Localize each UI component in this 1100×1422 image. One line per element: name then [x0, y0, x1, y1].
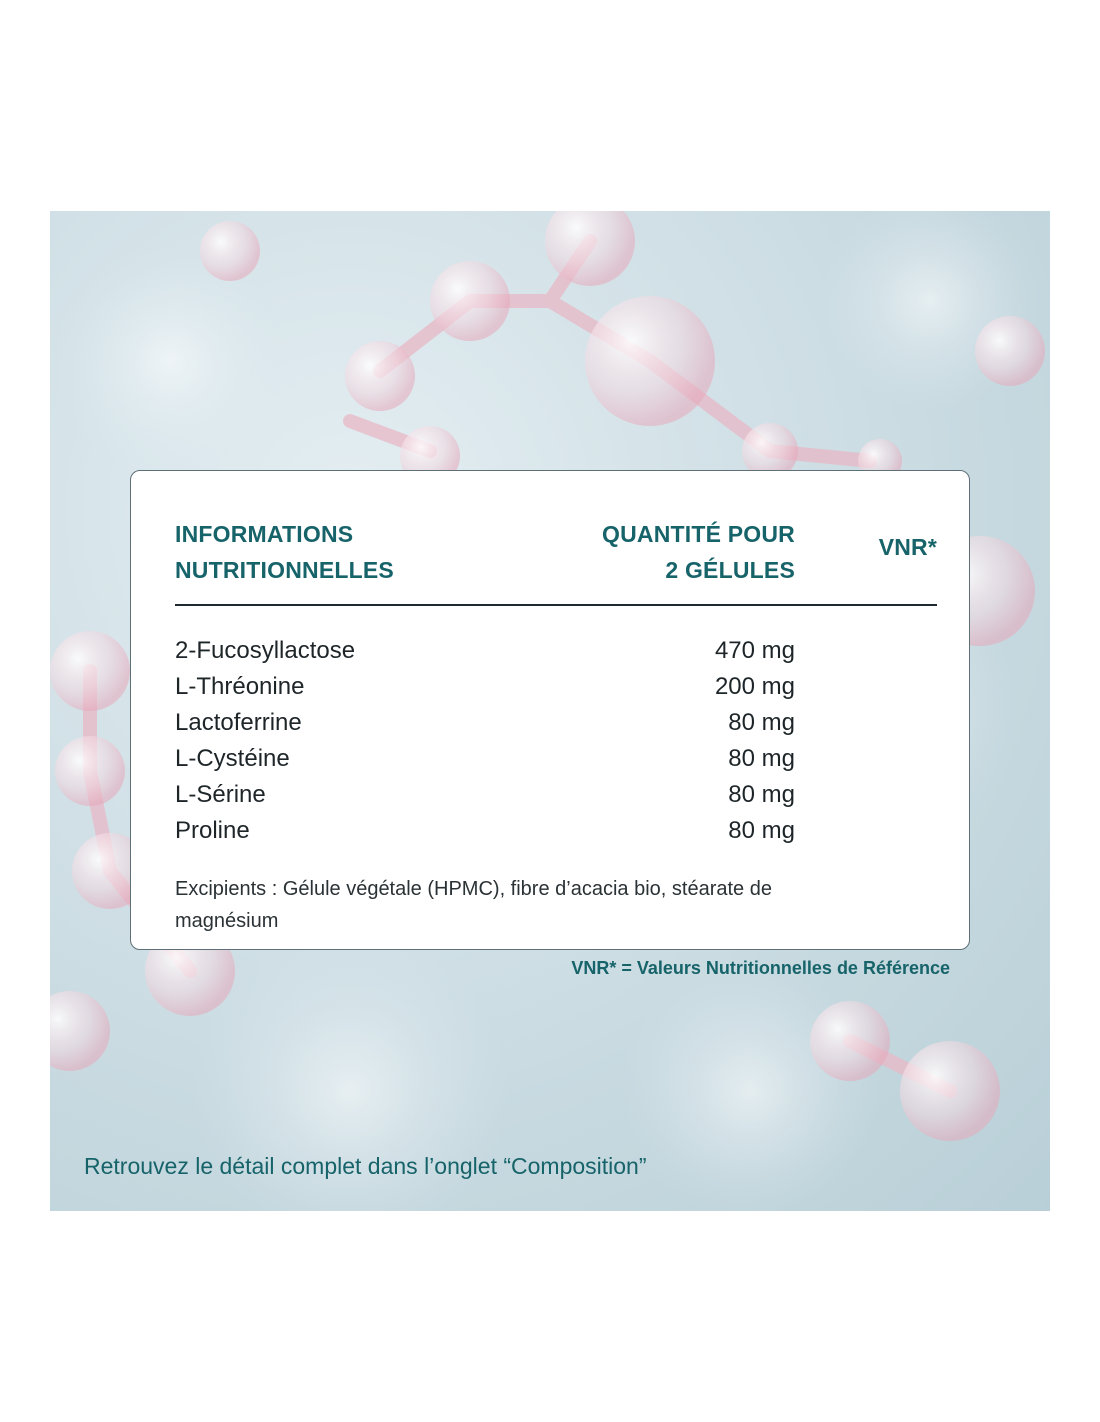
nutrient-name: Proline — [175, 817, 250, 844]
vnr-footnote: VNR* = Valeurs Nutritionnelles de Référence — [571, 958, 950, 978]
banner-image — [50, 211, 1050, 1211]
table-row — [175, 741, 795, 777]
excipients-text — [175, 873, 915, 937]
nutrient-amount: 80 mg — [728, 745, 795, 772]
excipients-line1: Excipients : Gélule végétale (HPMC), fibre d’acacia bio, stéarate de — [175, 878, 772, 900]
composition-tab-hint: Retrouvez le détail complet dans l’onglet “Composition” — [84, 1153, 647, 1179]
table-row — [175, 633, 795, 669]
header-info-line1: INFORMATIONS — [175, 521, 354, 547]
column-header-vnr: VNR* — [878, 534, 937, 560]
nutrient-name: L-Cystéine — [175, 745, 290, 772]
column-header-quantity — [511, 516, 795, 588]
nutrition-table-card — [130, 470, 970, 950]
nutrient-amount: 200 mg — [714, 673, 795, 700]
column-header-informations — [175, 516, 535, 588]
table-row — [175, 705, 795, 741]
table-row — [175, 669, 795, 705]
nutrient-amount: 470 mg — [714, 637, 795, 664]
header-qty-line2: 2 GÉLULES — [665, 557, 795, 583]
nutrient-name: 2-Fucosyllactose — [175, 637, 356, 664]
nutrient-amount: 80 mg — [728, 817, 795, 844]
header-divider — [175, 604, 937, 606]
table-row — [175, 777, 795, 813]
nutrient-amount: 80 mg — [728, 781, 795, 808]
nutrient-name: L-Sérine — [175, 781, 266, 808]
header-info-line2: NUTRITIONNELLES — [175, 557, 394, 583]
header-qty-line1: QUANTITÉ POUR — [602, 521, 795, 547]
nutrient-name: L-Thréonine — [175, 673, 305, 700]
nutrient-amount: 80 mg — [728, 709, 795, 736]
excipients-line2: magnésium — [175, 910, 279, 932]
nutrient-name: Lactoferrine — [175, 709, 302, 736]
nutrient-rows — [175, 633, 795, 849]
table-row — [175, 813, 795, 849]
